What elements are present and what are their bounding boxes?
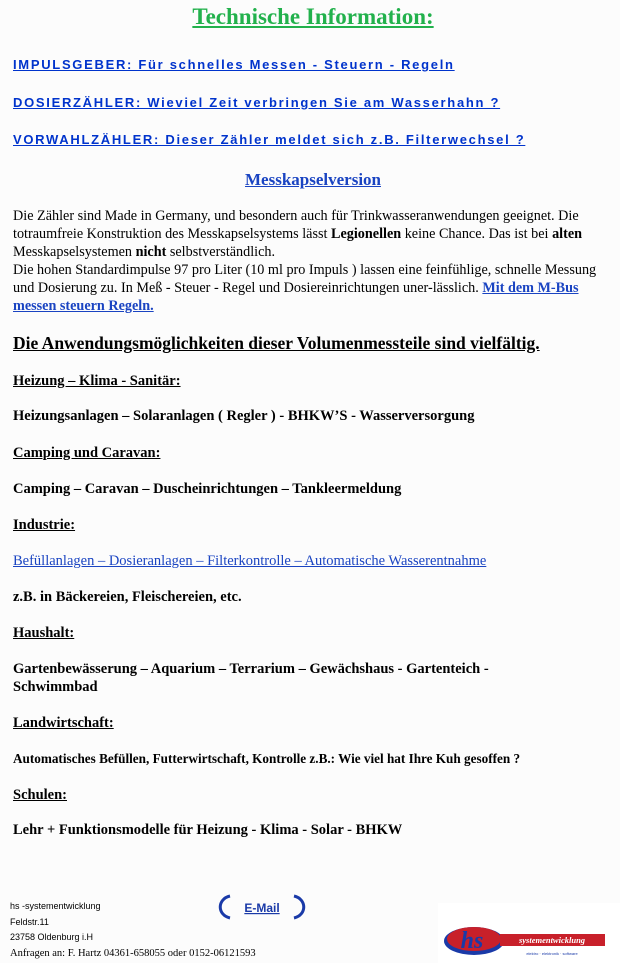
section-title-heizung: Heizung – Klima - Sanitär: [13, 373, 181, 389]
intro-text-1: Die Zähler sind Made in Germany, und besondern auch für Trinkwasseranwendungen geeignet. Die totraumfreie Konstruktion des Messkapselsystems lässt [13, 208, 579, 242]
section-text-haushalt: Gartenbewässerung – Aquarium – Terrarium – Gewächshaus - Gartenteich - [13, 661, 489, 677]
logo-tagline: elektro · elektronik · software [526, 951, 578, 956]
industrie-link[interactable]: Befüllanlagen – Dosieranlagen – Filterkontrolle – Automatische Wasserentnahme [13, 553, 487, 569]
page-title: Technische Information: [192, 4, 434, 29]
section-text-camping: Camping – Caravan – Duscheinrichtungen – Tankleermeldung [13, 481, 402, 497]
section-text-schulen: Lehr + Funktionsmodelle für Heizung - Klima - Solar - BHKW [13, 822, 403, 838]
hs-logo-icon [438, 903, 620, 963]
intro-text-4: selbstverständlich. [166, 244, 276, 260]
intro-bold-legionellen: Legionellen [331, 226, 402, 242]
email-label: E-Mail [244, 901, 280, 915]
section-text-industrie-2: z.B. in Bäckereien, Fleischereien, etc. [13, 589, 242, 605]
intro-bold-nicht: nicht [135, 244, 167, 260]
email-oval-icon [218, 893, 306, 921]
logo-initials: hs [460, 928, 484, 954]
section-title-camping: Camping und Caravan: [13, 445, 161, 461]
intro-paragraph [13, 207, 613, 315]
section-title-schulen: Schulen: [13, 787, 67, 803]
link-vorwahlzaehler[interactable]: VORWAHLZÄHLER: Dieser Zähler meldet sich z.B. Filterwechsel ? [13, 132, 526, 147]
footer-street: Feldstr.11 [10, 917, 49, 927]
section-subtitle: Messkapselversion [245, 170, 381, 189]
intro-text-2: keine Chance. Das ist bei [401, 226, 553, 242]
logo-word: systementwicklung [518, 935, 586, 945]
mbus-link[interactable]: Mit dem M-Bus messen steuern Regeln. [13, 280, 579, 314]
link-dosierzaehler[interactable]: DOSIERZÄHLER: Wieviel Zeit verbringen Sie am Wasserhahn ? [13, 95, 501, 110]
intro-text-5: Die hohen Standardimpulse 97 pro Liter (10 ml pro Impuls ) lassen eine feinfühlige, schnelle Messung und Dosierung zu. In Meß - Steuer - Regel und Dosiereinrichtungen uner-lässlich. [13, 262, 597, 296]
section-title-industrie: Industrie: [13, 517, 76, 533]
section-text-landwirtschaft: Automatisches Befüllen, Futterwirtschaft, Kontrolle z.B.: Wie viel hat Ihre Kuh gesoffen ? [13, 751, 521, 766]
applications-heading: Die Anwendungsmöglichkeiten dieser Volumenmessteile sind vielfältig. [13, 333, 540, 353]
section-text-haushalt-2: Schwimmbad [13, 679, 98, 695]
footer-city: 23758 Oldenburg i.H [10, 932, 94, 942]
link-impulsgeber[interactable]: IMPULSGEBER: Für schnelles Messen - Steuern - Regeln [13, 57, 455, 72]
intro-text-3: Messkapselsystemen [13, 244, 136, 260]
footer-contact: Anfragen an: F. Hartz 04361-658055 oder 0152-06121593 [10, 948, 256, 959]
company-logo [438, 903, 620, 963]
intro-bold-alten: alten [552, 226, 583, 242]
section-text-heizung: Heizungsanlagen – Solaranlagen ( Regler ) - BHKW’S - Wasserversorgung [13, 408, 475, 424]
section-title-landwirtschaft: Landwirtschaft: [13, 715, 114, 731]
footer-company: hs -systementwicklung [10, 901, 101, 911]
section-title-haushalt: Haushalt: [13, 625, 75, 641]
email-button[interactable] [218, 893, 306, 921]
